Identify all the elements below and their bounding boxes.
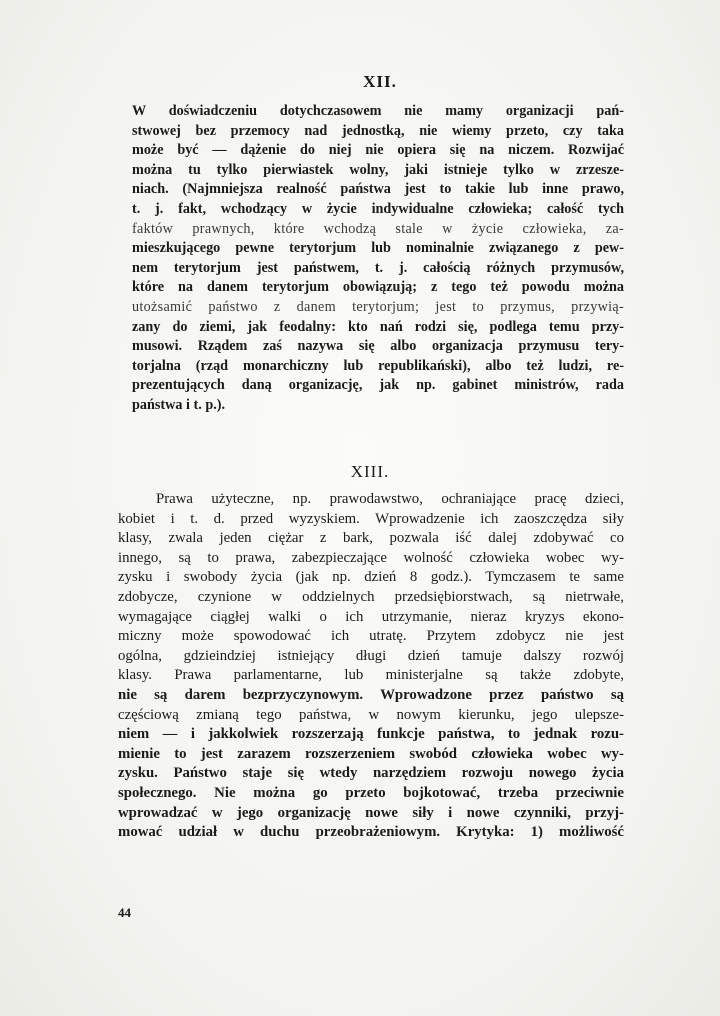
text-line: które na danem terytorjum obowiązują; z tego też powodu można (132, 279, 624, 296)
text-line: może być — dążenie do niej nie opiera się na niczem. Rozwijać (132, 142, 624, 159)
text-line: zysku i swobody życia (jak np. dzień 8 godz.). Tymczasem te same (118, 569, 624, 586)
text-line: stwowej bez przemocy nad jednostką, nie wiemy przeto, czy taka (132, 122, 624, 139)
text-line: W doświadczeniu dotychczasowem nie mamy organizacji pań- (132, 103, 624, 119)
page-number: 44 (118, 905, 131, 920)
text-line: utożsamić państwo z danem terytorjum; jest to przymus, przywią- (132, 298, 624, 315)
section-heading-xii: XII. (363, 72, 397, 91)
text-line: ogólna, gdzieindziej istniejący długi dzień tamuje dalszy rozwój (118, 647, 624, 664)
text-line: niem — i jakkolwiek rozszerzają funkcje państwa, to jednak rozu- (118, 726, 624, 743)
text-line: społecznego. Nie można go przeto bojkotować, trzeba przeciwnie (118, 784, 624, 801)
text-line: mować udział w duchu przeobrażeniowym. Krytyka: 1) możliwość (118, 824, 624, 841)
text-line: faktów prawnych, które wchodzą stale w życie człowieka, za- (132, 220, 624, 237)
text-line: zany do ziemi, jak feodalny: kto nań rodzi się, podlega temu przy- (132, 318, 624, 335)
text-line: częściową zmianą tego państwa, w nowym kierunku, jego ulepsze- (118, 706, 624, 723)
text-line: musowi. Rządem zaś nazywa się albo organizacja przymusu tery- (132, 338, 624, 355)
text-line: klasy, zwala jeden ciężar z bark, pozwala iść dalej zdobywać co (118, 530, 624, 547)
text-line: mienie to jest zarazem rozszerzeniem swobód człowieka wobec wy- (118, 745, 624, 762)
text-line: wprowadzać w jego organizację nowe siły i nowe czynniki, przyj- (118, 804, 624, 821)
section-xiii-paragraph (118, 490, 624, 843)
text-line: torjalna (rząd monarchiczny lub republikański), albo też ludzi, re- (132, 357, 624, 374)
text-line: zdobycze, czynione w oddzielnych przedsiębiorstwach, są nietrwałe, (118, 588, 624, 605)
text-line: Prawa użyteczne, np. prawodawstwo, ochraniające pracę dzieci, (156, 491, 624, 507)
text-line: można tu tylko pierwiastek wolny, jaki istnieje tylko w zrzesze- (132, 161, 624, 178)
text-line: kobiet i t. d. przed wyzyskiem. Wprowadzenie ich zaoszczędza siły (118, 510, 624, 527)
text-line: klasy. Prawa parlamentarne, lub ministerjalne są także zdobyte, (118, 667, 624, 684)
section-heading-xiii: XIII. (350, 462, 390, 481)
text-line: zysku. Państwo staje się wtedy narzędziem rozwoju nowego życia (118, 765, 624, 782)
text-line: państwa i t. p.). (132, 396, 226, 413)
text-line: mieszkującego pewne terytorjum lub nominalnie związanego z pew- (132, 240, 624, 257)
text-line: niach. (Najmniejsza realność państwa jest to takie lub inne prawo, (132, 181, 624, 198)
text-line: wymagające ciągłej walki o ich utrzymanie, nieraz kryzys ekono- (118, 608, 624, 625)
text-line: nie są darem bezprzyczynowym. Wprowadzone przez państwo są (118, 686, 624, 703)
text-line: miczny może spowodować ich utratę. Przytem zdobycz nie jest (118, 628, 624, 645)
text-line: t. j. fakt, wchodzący w życie indywidualne człowieka; całość tych (132, 200, 624, 217)
text-line: nem terytorjum jest państwem, t. j. całością różnych przymusów, (132, 259, 624, 276)
text-line: innego, są to prawa, zabezpieczające wolność człowieka wobec wy- (118, 549, 624, 566)
section-xii-paragraph (132, 102, 624, 416)
text-line: prezentujących daną organizację, jak np. gabinet ministrów, rada (132, 377, 624, 394)
